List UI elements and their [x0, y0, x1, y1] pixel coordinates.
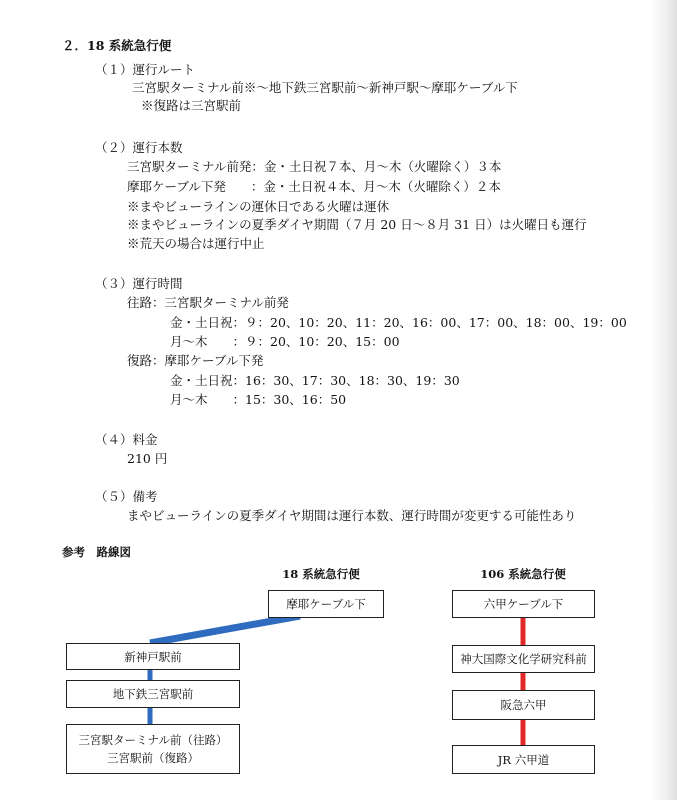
- route106-title: 106 系統急行便: [480, 567, 566, 581]
- stop-label: JR 六甲道: [497, 752, 550, 767]
- frequency-line: ※荒天の場合は運行中止: [127, 236, 265, 251]
- stop-label: 阪急六甲: [500, 698, 547, 712]
- route18-stop: [66, 643, 240, 670]
- return-weekday-times: 月～木 ：15：30、16：50: [170, 392, 347, 407]
- outbound-weekend-times: 金・土日祝：９：20、10：20、11：20、16：00、17：00、18：00、19：00: [170, 315, 627, 330]
- route18-stop: [66, 680, 240, 708]
- stop-label: 六甲ケーブル下: [483, 597, 564, 611]
- return-weekend-times: 金・土日祝：16：30、17：30、18：30、19：30: [170, 373, 460, 388]
- frequency-label: （２）運行本数: [95, 140, 183, 155]
- stop-label: 三宮駅前（復路）: [107, 751, 199, 765]
- frequency-line: ※まやビューラインの夏季ダイヤ期間（７月 20 日～８月 31 日）は火曜日も運行: [127, 217, 587, 232]
- remarks-text: まやビューラインの夏季ダイヤ期間は運行本数、運行時間が変更する可能性あり: [127, 508, 577, 523]
- route106-stop: [452, 590, 595, 618]
- route18-stop: [66, 724, 240, 774]
- route106-stop: [452, 690, 595, 720]
- route106-stop: [452, 745, 595, 774]
- route18-stop: [268, 590, 384, 618]
- route18-title: 18 系統急行便: [282, 567, 360, 581]
- stop-label: 新神戸駅前: [124, 649, 182, 664]
- stop-label: 地下鉄三宮駅前: [112, 687, 194, 701]
- route-note: ※復路は三宮駅前: [141, 98, 242, 113]
- fare-value: 210 円: [127, 451, 168, 466]
- remarks-label: （５）備考: [95, 489, 158, 504]
- stop-label: 三宮駅ターミナル前（往路）: [78, 733, 228, 747]
- return-label: 復路：摩耶ケーブル下発: [127, 353, 264, 368]
- map-title: 参考 路線図: [62, 545, 131, 559]
- frequency-line: 三宮駅ターミナル前発：金・土日祝７本、月～木（火曜除く）３本: [127, 159, 502, 174]
- frequency-line: ※まやビューラインの運休日である火曜は運休: [127, 199, 390, 214]
- outbound-weekday-times: 月～木 ：９：20、10：20、15：00: [170, 334, 400, 349]
- frequency-line: 摩耶ケーブル下発 ：金・土日祝４本、月～木（火曜除く）２本: [127, 179, 501, 194]
- fare-label: （４）料金: [95, 432, 158, 447]
- route-label: （１）運行ルート: [95, 62, 196, 77]
- outbound-label: 往路：三宮駅ターミナル前発: [127, 295, 289, 310]
- stop-label: 神大国際文化学研究科前: [460, 652, 587, 666]
- times-label: （３）運行時間: [95, 276, 183, 291]
- section-title: ２．18 系統急行便: [62, 38, 172, 53]
- route-path: 三宮駅ターミナル前※～地下鉄三宮駅前～新神戸駅～摩耶ケーブル下: [132, 80, 518, 95]
- route18-segment: [150, 616, 300, 643]
- route106-stop: [452, 645, 595, 673]
- stop-label: 摩耶ケーブル下: [286, 597, 366, 611]
